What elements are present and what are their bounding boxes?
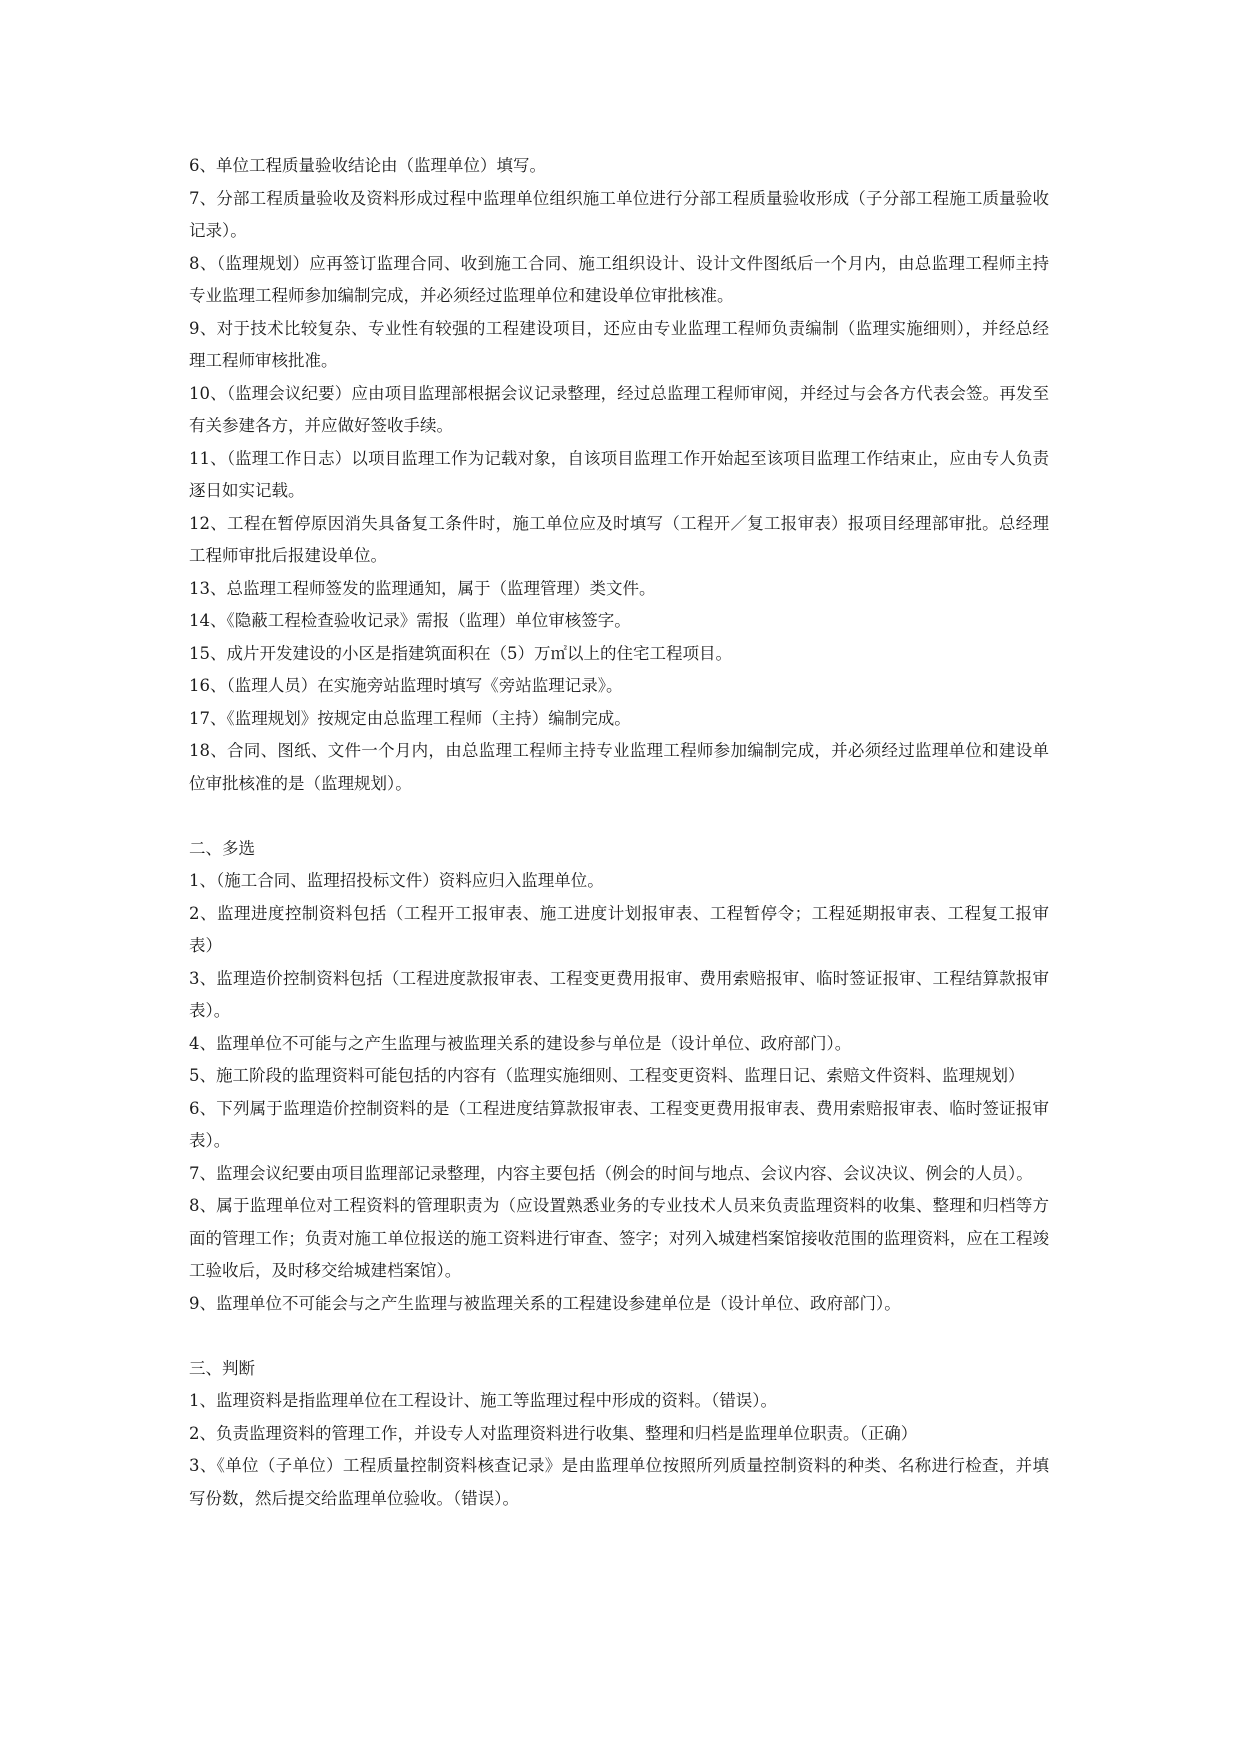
- list-item: 3、《单位（子单位）工程质量控制资料核查记录》是由监理单位按照所列质量控制资料的种类、名称进行检查，并填写份数，然后提交给监理单位验收。（错误）。: [189, 1456, 1049, 1508]
- list-item: 8、属于监理单位对工程资料的管理职责为（应设置熟悉业务的专业技术人员来负责监理资料的收集、整理和归档等方面的管理工作；负责对施工单位报送的施工资料进行审查、签字；对列入城建档案馆接收范围的监理资料，应在工程竣工验收后，及时移交给城建档案馆）。: [189, 1196, 1049, 1280]
- section-true-false: [189, 1353, 1049, 1516]
- list-item: 9、监理单位不可能会与之产生监理与被监理关系的工程建设参建单位是（设计单位、政府部门）。: [189, 1293, 901, 1313]
- list-item: 2、负责监理资料的管理工作，并设专人对监理资料进行收集、整理和归档是监理单位职责。（正确）: [189, 1423, 918, 1443]
- list-item: 13、总监理工程师签发的监理通知，属于（监理管理）类文件。: [189, 578, 656, 598]
- list-item: 14、《隐蔽工程检查验收记录》需报（监理）单位审核签字。: [189, 611, 631, 630]
- list-item: 17、《监理规划》按规定由总监理工程师（主持）编制完成。: [189, 708, 631, 728]
- list-item: 16、（监理人员）在实施旁站监理时填写《旁站监理记录》。: [189, 676, 623, 695]
- list-item: 9、对于技术比较复杂、专业性有较强的工程建设项目，还应由专业监理工程师负责编制（监理实施细则），并经总经理工程师审核批准。: [189, 318, 1049, 370]
- list-item: 12、工程在暂停原因消失具备复工条件时，施工单位应及时填写（工程开／复工报审表）报项目经理部审批。总经理工程师审批后报建设单位。: [189, 513, 1049, 565]
- list-item: 15、成片开发建设的小区是指建筑面积在（5）万㎡以上的住宅工程项目。: [189, 643, 732, 663]
- section-heading: 二、多选: [189, 838, 255, 858]
- list-item: 1、监理资料是指监理单位在工程设计、施工等监理过程中形成的资料。（错误）。: [189, 1391, 777, 1410]
- section-heading: 三、判断: [189, 1358, 255, 1378]
- list-item: 2、监理进度控制资料包括（工程开工报审表、施工进度计划报审表、工程暂停令；工程延期报审表、工程复工报审表）: [189, 903, 1049, 955]
- section-spacer: [189, 1320, 1049, 1353]
- list-item: 18、合同、图纸、文件一个月内，由总监理工程师主持专业监理工程师参加编制完成，并必须经过监理单位和建设单位审批核准的是（监理规划）。: [189, 741, 1049, 793]
- list-item: 7、分部工程质量验收及资料形成过程中监理单位组织施工单位进行分部工程质量验收形成（子分部工程施工质量验收记录）。: [189, 188, 1049, 240]
- section-spacer: [189, 800, 1049, 833]
- list-item: 11、（监理工作日志）以项目监理工作为记载对象，自该项目监理工作开始起至该项目监理工作结束止，应由专人负责逐日如实记载。: [189, 448, 1049, 500]
- list-item: 7、监理会议纪要由项目监理部记录整理，内容主要包括（例会的时间与地点、会议内容、会议决议、例会的人员）。: [189, 1163, 1033, 1183]
- list-item: 6、下列属于监理造价控制资料的是（工程进度结算款报审表、工程变更费用报审表、费用索赔报审表、临时签证报审表）。: [189, 1098, 1049, 1150]
- list-item: 3、监理造价控制资料包括（工程进度款报审表、工程变更费用报审、费用索赔报审、临时签证报审、工程结算款报审表）。: [189, 968, 1049, 1020]
- list-item: 6、单位工程质量验收结论由（监理单位）填写。: [189, 156, 546, 175]
- list-item: 5、施工阶段的监理资料可能包括的内容有（监理实施细则、工程变更资料、监理日记、索赔文件资料、监理规划）: [189, 1066, 1025, 1085]
- section-multiple-choice: [189, 833, 1049, 1321]
- document-page: [189, 150, 1049, 1515]
- list-item: 4、监理单位不可能与之产生监理与被监理关系的建设参与单位是（设计单位、政府部门）。: [189, 1033, 852, 1053]
- section-single-choice: [189, 150, 1049, 800]
- list-item: 1、（施工合同、监理招投标文件）资料应归入监理单位。: [189, 871, 604, 890]
- list-item: 8、（监理规划）应再签订监理合同、收到施工合同、施工组织设计、设计文件图纸后一个月内，由总监理工程师主持专业监理工程师参加编制完成，并必须经过监理单位和建设单位审批核准。: [189, 253, 1049, 305]
- list-item: 10、（监理会议纪要）应由项目监理部根据会议记录整理，经过总监理工程师审阅，并经过与会各方代表会签。再发至有关参建各方，并应做好签收手续。: [189, 383, 1049, 435]
